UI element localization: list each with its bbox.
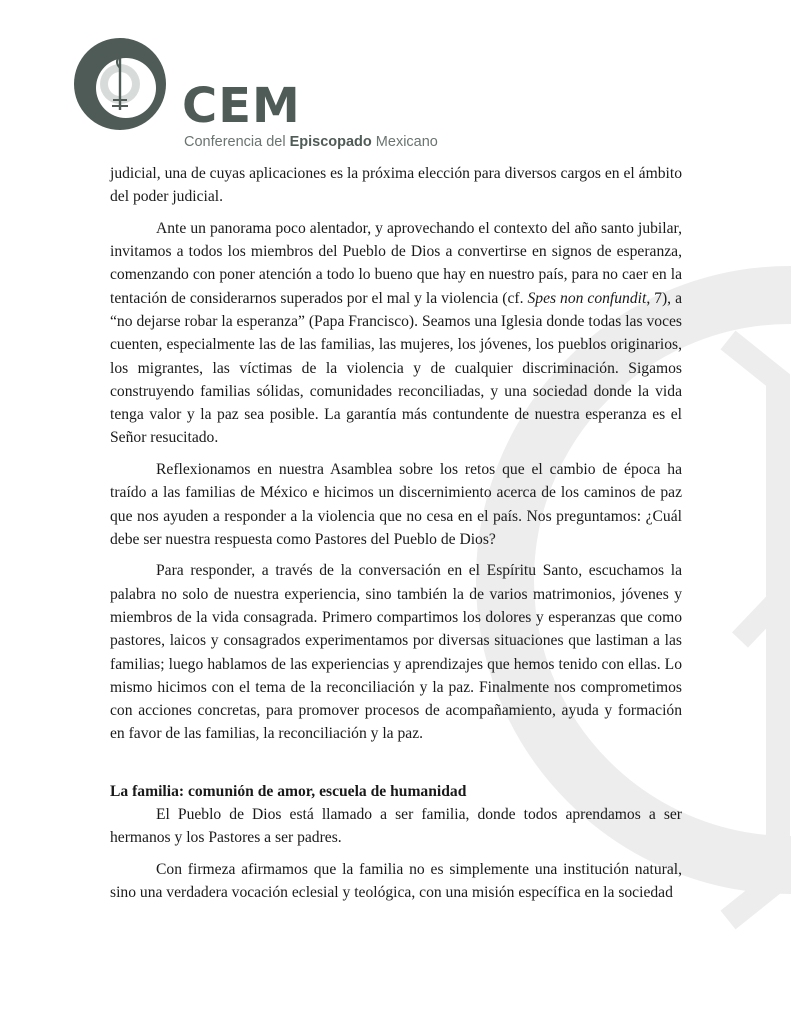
paragraph-5: El Pueblo de Dios está llamado a ser familia, donde todos aprendamos a ser hermanos y los Pastores a ser padres. — [110, 805, 682, 847]
logo-title: CEM — [182, 78, 301, 134]
logo-subtitle: Conferencia del Episcopado Mexicano — [184, 134, 438, 150]
header-logo — [70, 34, 490, 150]
paragraph-3: Reflexionamos en nuestra Asamblea sobre los retos que el cambio de época ha traído a las familias de México e hicimos un discernimiento acerca de los caminos de paz que nos ayuden a responder a la violencia que no cesa en el país. Nos preguntamos: ¿Cuál debe ser nuestra respuesta como Pastores del Pueblo de Dios? — [110, 460, 682, 548]
section-heading: La familia: comunión de amor, escuela de humanidad — [110, 782, 467, 800]
paragraph-2: Ante un panorama poco alentador, y aprovechando el contexto del año santo jubilar, invitamos a todos los miembros del Pueblo de Dios a convertirse en signos de esperanza, comenzando con poner atención a todo lo bueno que hay en nuestro país, para no caer en la tentación de considerarnos superados por el mal y la violencia (cf. Spes non confundit, 7), a “no dejarse robar la esperanza” (Papa Francisco). Seamos una Iglesia donde todas las voces cuenten, especialmente las de las familias, las mujeres, los jóvenes, los pueblos originarios, los migrantes, las víctimas de la violencia y de cualquier discriminación. Sigamos construyendo familias sólidas, comunidades reconciliadas, y una sociedad donde la vida tenga valor y la paz sea posible. La garantía más contundente de nuestra esperanza es el Señor resucitado. — [110, 219, 682, 447]
paragraph-6: Con firmeza afirmamos que la familia no es simplemente una institución natural, sino una verdadera vocación eclesial y teológica, con una misión específica en la sociedad — [110, 860, 682, 902]
paragraph-4: Para responder, a través de la conversación en el Espíritu Santo, escuchamos la palabra no solo de nuestra experiencia, sino también la de varios matrimonios, jóvenes y miembros de la vida consagrada. Primero compartimos los dolores y esperanzas que como pastores, laicos y consagrados experimentamos por diversas situaciones que lastiman a las familias; luego hablamos de las experiencias y aprendizajes que hemos tenido con ellas. Lo mismo hicimos con el tema de la reconciliación y la paz. Finalmente nos comprometimos con acciones concretas, para promover procesos de acompañamiento, ayuda y formación en favor de las familias, la reconciliación y la paz. — [110, 562, 682, 743]
cross-crozier-ring-icon — [70, 34, 170, 134]
paragraph-1: judicial, una de cuyas aplicaciones es la próxima elección para diversos cargos en el ámbito del poder judicial. — [110, 165, 682, 206]
document-body — [110, 162, 682, 913]
